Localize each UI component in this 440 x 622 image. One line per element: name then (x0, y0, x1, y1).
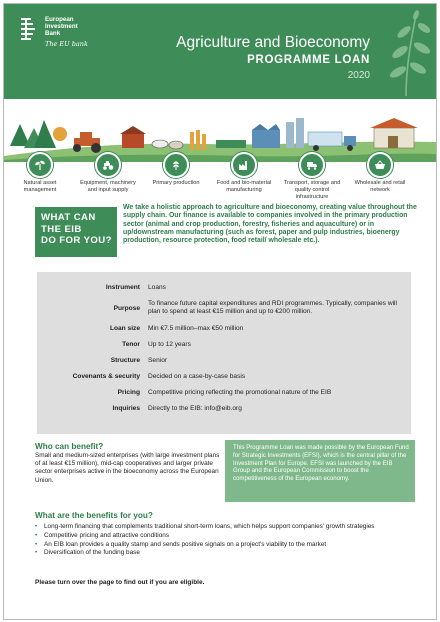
list-item: • Competitive pricing and attractive conditions (35, 532, 415, 540)
eib-logo (21, 16, 141, 56)
truck-icon (299, 152, 325, 178)
factory-icon (231, 152, 257, 178)
wheat-icon (163, 152, 189, 178)
page-subtitle: PROGRAMME LOAN (247, 54, 370, 66)
stage-transport-storage: Transport, storage and quality control infrastructure (282, 152, 342, 200)
who-can-benefit-heading: Who can benefit? (35, 442, 104, 451)
efsi-note-box (225, 440, 415, 502)
stage-natural-asset-management: Natural asset management (10, 152, 70, 194)
benefits-heading: What are the benefits for you? (35, 511, 153, 520)
stage-food-manufacturing: Food and bio-material manufacturing (214, 152, 274, 194)
list-item: • Long-term financing that complements traditional short-term loans, which helps support companies' growth strategies (35, 523, 415, 531)
page-year: 2020 (347, 70, 370, 81)
who-can-benefit-text: Small and medium-sized enterprises (with large investment plans of at least €15 million), mid-cap cooperatives and larger private sector enterprises active in the bioeconomy across the European Union. (35, 452, 220, 484)
eib-logo-text: European Investment Bank (45, 16, 78, 38)
intro-paragraph: We take a holistic approach to agriculture and bioeconomy, creating value throughout the supply chain. Our finance is available to companies involved in the primary production sector (animal and crop production, forestry, fisheries and aquaculture) or in up/downstream manufacturing (such as forest, paper and pulp industries, bioenergy production, resource protection, food retail/ wholesale etc.). (123, 204, 417, 245)
list-item: • Diversification of the funding base (35, 549, 415, 557)
efsi-note-text: This Programme Loan was made possible by the European Fund for Strategic Investments (EFSI), which is the central pillar of the Investment Plan for Europe. EFSI was launched by the EIB Group and the European Commission to boost the competitiveness of the European economy. (233, 444, 409, 483)
value-chain-stages (4, 152, 436, 200)
shopping-basket-icon (367, 152, 393, 178)
tractor-icon (95, 152, 121, 178)
leaf-branch-icon (376, 10, 432, 96)
benefits-list (35, 523, 415, 558)
list-item: • An EIB loan provides a quality stamp and sends positive signals on a project's viability to the market (35, 541, 415, 549)
page-title: Agriculture and Bioeconomy (176, 34, 370, 51)
stage-equipment: Equipment, machinery and input supply (78, 152, 138, 194)
turn-over-note: Please turn over the page to find out if you are eligible. (35, 579, 205, 586)
what-can-eib-do-box: WHAT CAN THE EIB DO FOR YOU? (35, 207, 117, 257)
stage-wholesale-retail: Wholesale and retail network (350, 152, 410, 194)
factsheet-page (3, 3, 437, 620)
eib-logo-mark-icon (21, 18, 39, 42)
loan-specification-table: Instrument Loans Purpose To finance future capital expenditures and RDI programmes. Typically, companies will plan to spend at least €15 million and up to €200 million. Loan size Min €7.5 million–max €50 million Tenor Up to 12 years Structure Senior Covenants & security Decided on a case-by-case basis Pricing Competitive pricing reflecting the promotional nature of the EIB Inquiries Directly to the EIB: info@eib.org (37, 272, 411, 434)
stage-primary-production: Primary production (146, 152, 206, 187)
header-banner (4, 4, 436, 99)
eib-tagline: The EU bank (45, 40, 88, 48)
plant-sprout-icon (27, 152, 53, 178)
